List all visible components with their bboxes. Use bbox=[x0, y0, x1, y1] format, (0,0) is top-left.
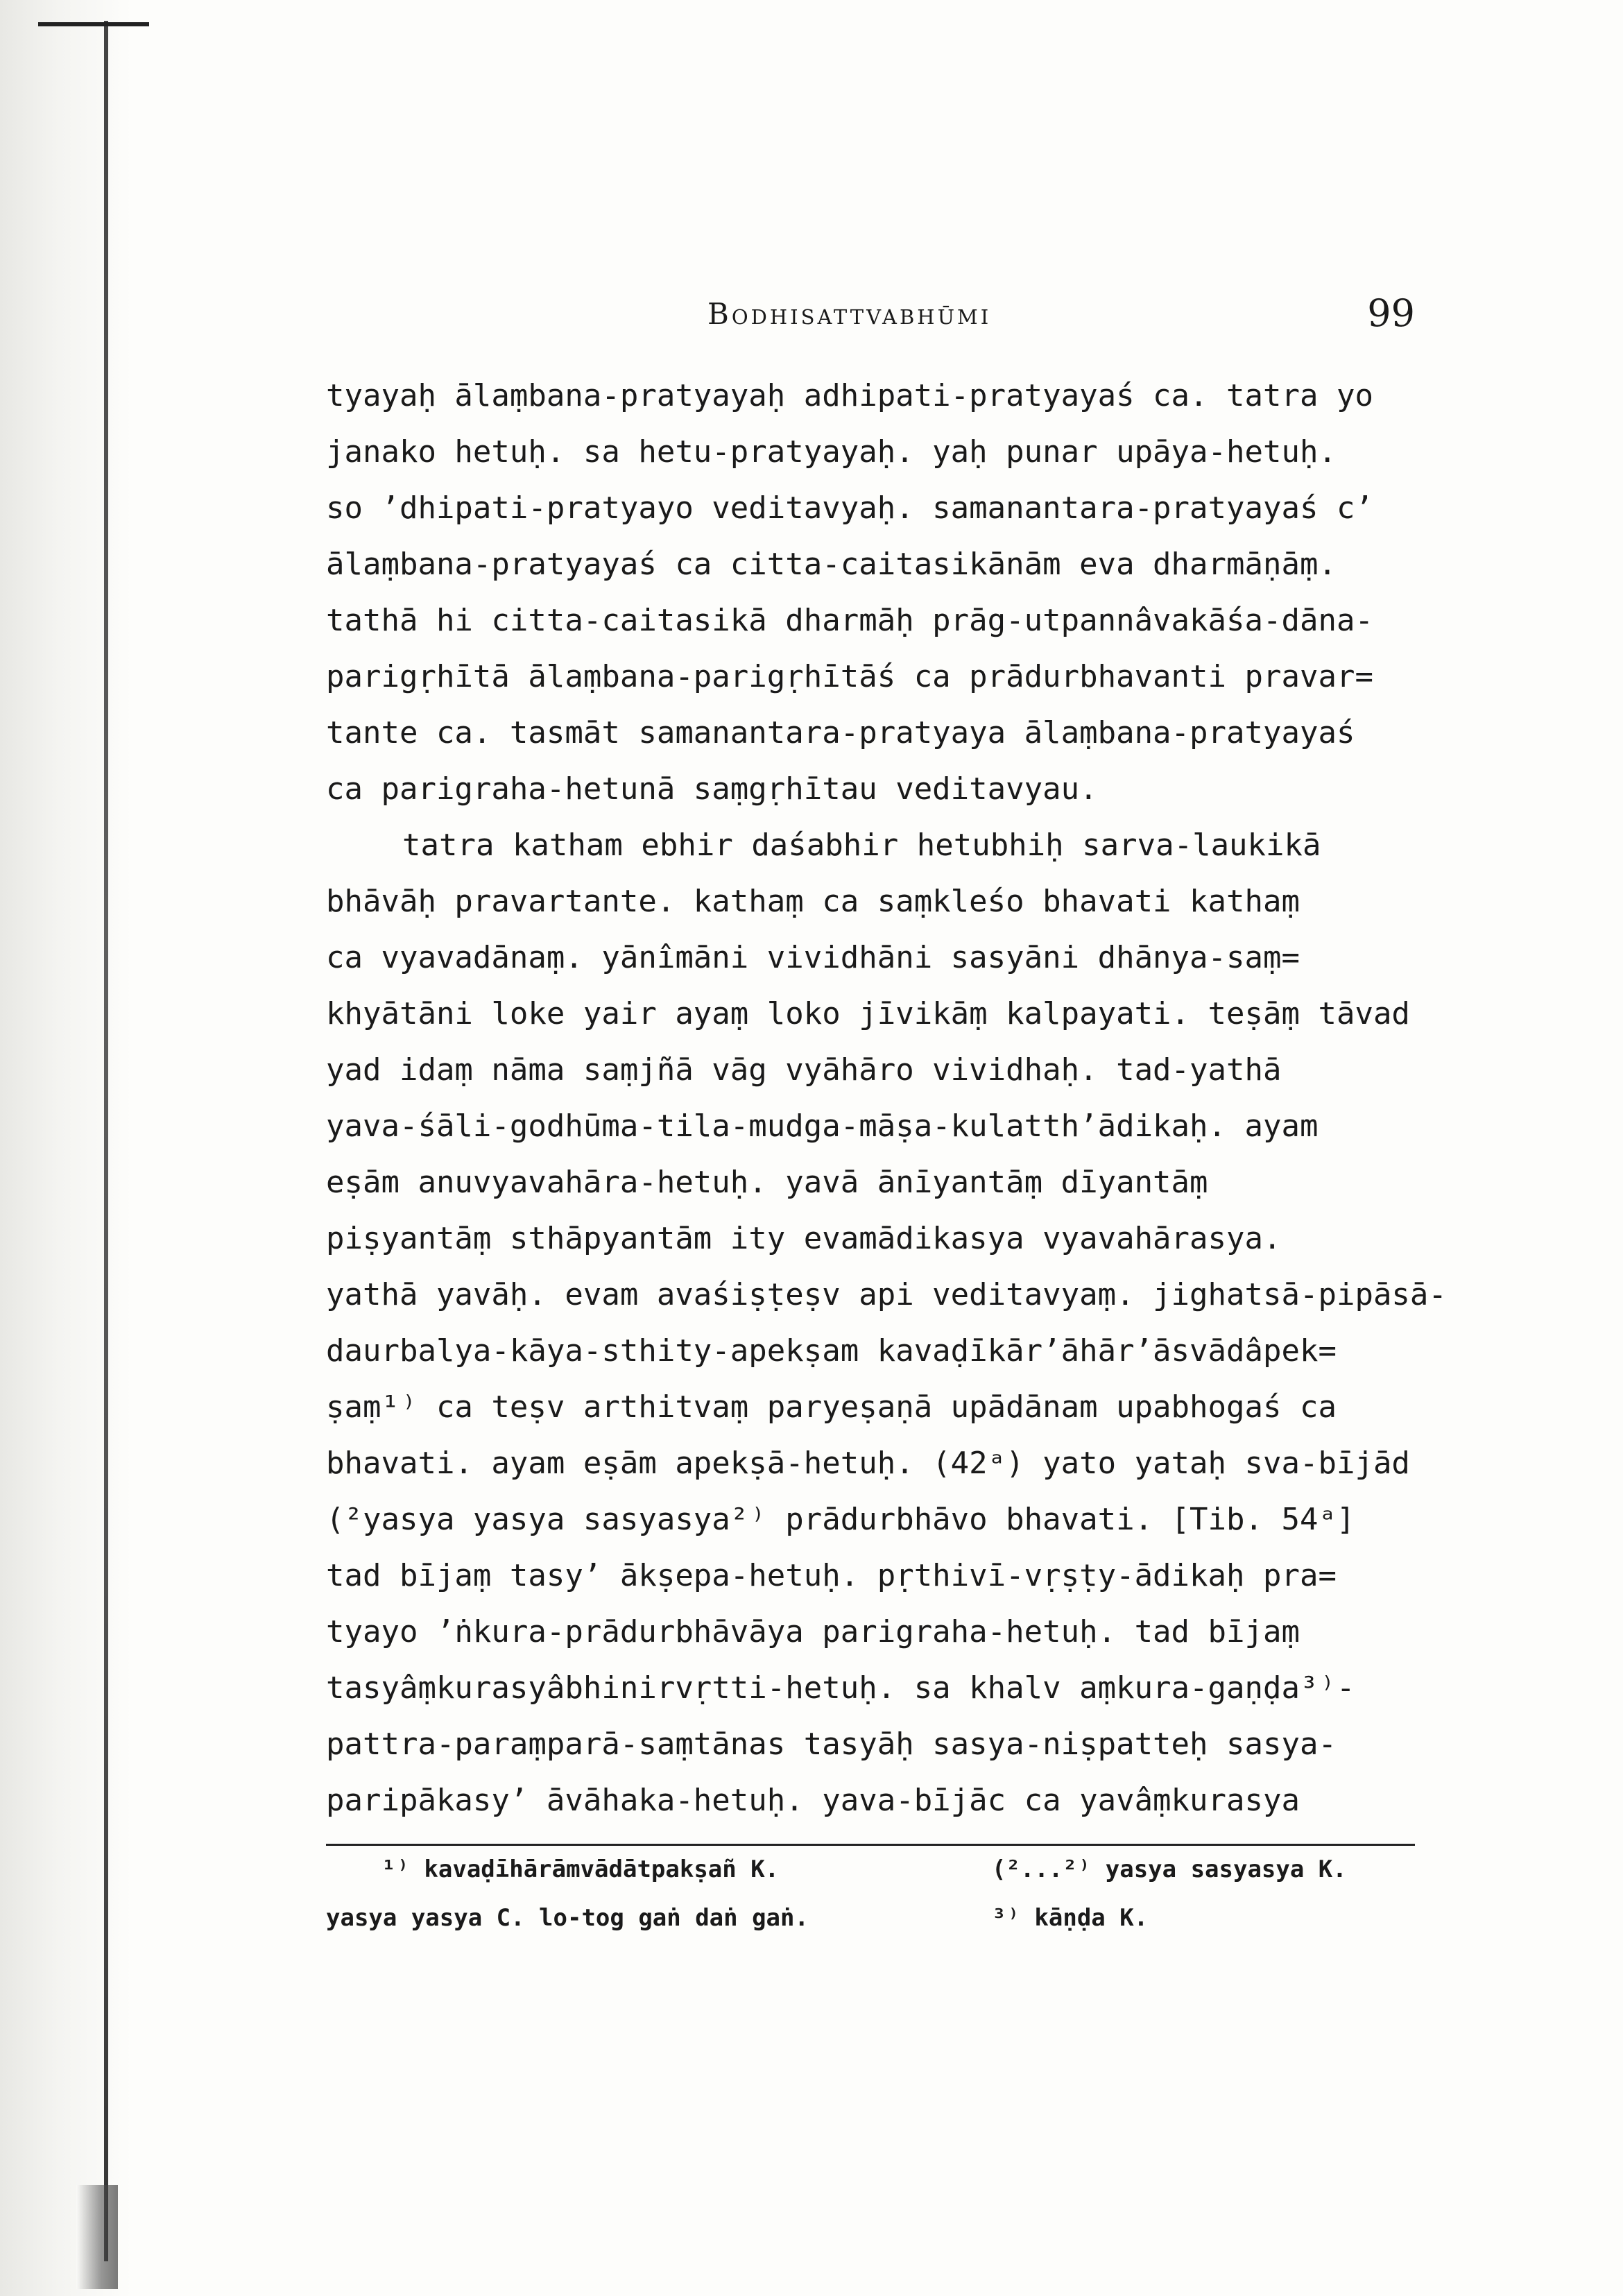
text-line: paripākasy’ āvāhaka-hetuḥ. yava-bījāc ca yavâṃkurasya bbox=[326, 1783, 1300, 1818]
text-line: tante ca. tasmāt samanantara-pratyaya ālaṃbana-pratyayaś bbox=[326, 715, 1355, 751]
scan-binding-foot bbox=[76, 2185, 118, 2289]
text-line: yathā yavāḥ. evam avaśiṣṭeṣv api veditavyaṃ. jighatsā-pipāsā- bbox=[326, 1277, 1447, 1312]
footnote-rule bbox=[326, 1844, 1415, 1846]
paragraph-start-line: tatra katham ebhir daśabhir hetubhiḥ sarva-laukikā bbox=[402, 828, 1321, 863]
book-page bbox=[326, 291, 1447, 1980]
text-line: tad bījaṃ tasy’ ākṣepa-hetuḥ. pṛthivī-vṛṣṭy-ādikaḥ pra= bbox=[326, 1558, 1337, 1593]
text-line: daurbalya-kāya-sthity-apekṣam kavaḍīkār’āhār’āsvādâpek= bbox=[326, 1333, 1337, 1369]
text-line: ālaṃbana-pratyayaś ca citta-caitasikānām eva dharmāṇāṃ. bbox=[326, 547, 1337, 582]
scan-binding-edge bbox=[104, 21, 108, 2261]
text-line: yava-śāli-godhūma-tila-mudga-māṣa-kulatth’ādikaḥ. ayam bbox=[326, 1108, 1319, 1144]
scan-binding-mark bbox=[38, 22, 149, 26]
text-line: bhāvāḥ pravartante. kathaṃ ca saṃkleśo bhavati kathaṃ bbox=[326, 884, 1300, 919]
text-line: so ’dhipati-pratyayo veditavyaḥ. samanantara-pratyayaś c’ bbox=[326, 490, 1373, 526]
footnotes bbox=[326, 1856, 1415, 1980]
text-line: yad idaṃ nāma saṃjñā vāg vyāhāro vividhaḥ. tad-yathā bbox=[326, 1052, 1282, 1088]
text-line: parigṛhītā ālaṃbana-parigṛhītāś ca prādurbhavanti pravar= bbox=[326, 659, 1373, 694]
footnote-3: ³⁾ kāṇḍa K. bbox=[992, 1904, 1149, 1932]
text-line: khyātāni loke yair ayaṃ loko jīvikāṃ kalpayati. teṣāṃ tāvad bbox=[326, 996, 1410, 1031]
footnote-2: (²...²⁾ yasya sasyasya K. bbox=[992, 1856, 1347, 1883]
text-line: janako hetuḥ. sa hetu-pratyayaḥ. yaḥ punar upāya-hetuḥ. bbox=[326, 434, 1337, 470]
text-line: ca parigraha-hetunā saṃgṛhītau veditavyau. bbox=[326, 771, 1098, 807]
text-line: (²yasya yasya sasyasya²⁾ prādurbhāvo bhavati. [Tib. 54ᵃ] bbox=[326, 1502, 1355, 1537]
body-text bbox=[326, 368, 1447, 1828]
text-line: eṣām anuvyavahāra-hetuḥ. yavā ānīyantāṃ dīyantāṃ bbox=[326, 1165, 1208, 1200]
text-line: tyayo ’ṅkura-prādurbhāvāya parigraha-hetuḥ. tad bījaṃ bbox=[326, 1614, 1300, 1650]
text-line: ca vyavadānaṃ. yānîmāni vividhāni sasyāni dhānya-saṃ= bbox=[326, 940, 1300, 975]
page-number: 99 bbox=[1367, 291, 1415, 335]
text-line: ṣaṃ¹⁾ ca teṣv arthitvaṃ paryeṣaṇā upādānam upabhogaś ca bbox=[326, 1389, 1337, 1425]
text-line: pattra-paraṃparā-saṃtānas tasyāḥ sasya-niṣpatteḥ sasya- bbox=[326, 1727, 1337, 1762]
text-line: piṣyantāṃ sthāpyantām ity evamādikasya vyavahārasya. bbox=[326, 1221, 1282, 1256]
scan-binding-shadow bbox=[0, 0, 132, 2296]
text-line: tyayaḥ ālaṃbana-pratyayaḥ adhipati-pratyayaś ca. tatra yo bbox=[326, 378, 1373, 413]
page-header bbox=[326, 291, 1415, 347]
footnote-1-continuation: yasya yasya C. lo-tog gaṅ daṅ gaṅ. bbox=[326, 1904, 809, 1932]
text-line: tasyâṃkurasyâbhinirvṛtti-hetuḥ. sa khalv aṃkura-gaṇḍa³⁾- bbox=[326, 1670, 1355, 1706]
text-line: bhavati. ayam eṣām apekṣā-hetuḥ. (42ᵃ) yato yataḥ sva-bījād bbox=[326, 1446, 1410, 1481]
running-title: Bodhisattvabhūmi bbox=[707, 297, 992, 331]
text-line: tathā hi citta-caitasikā dharmāḥ prāg-utpannâvakāśa-dāna- bbox=[326, 603, 1373, 638]
footnote-1: ¹⁾ kavaḍīhārāmvādātpakṣañ K. bbox=[381, 1856, 780, 1883]
